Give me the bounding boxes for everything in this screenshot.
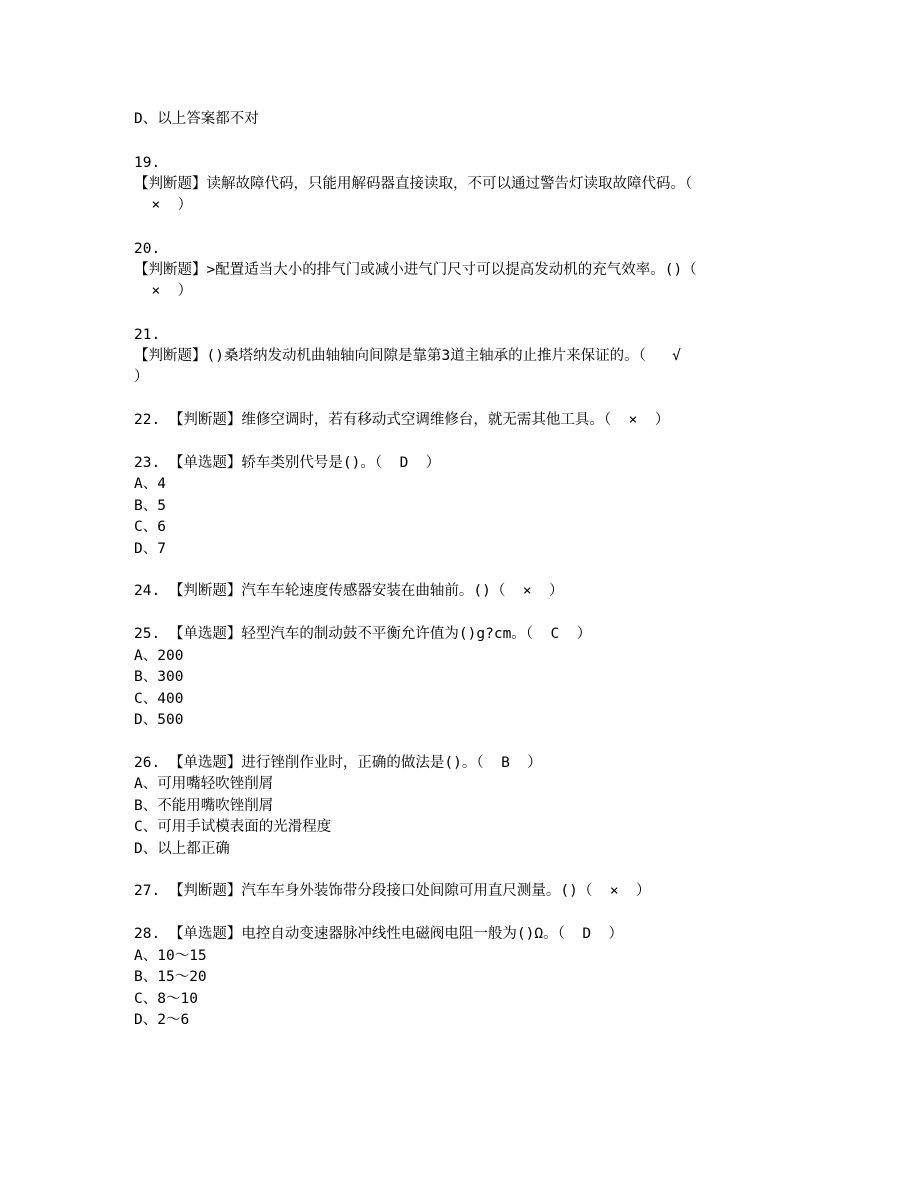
q26-option-a: A、可用嘴轻吹锉削屑 bbox=[134, 776, 274, 792]
q21-text: 【判断题】()桑塔纳发动机曲轴轴向间隙是靠第3道主轴承的止推片来保证的。（ √ bbox=[134, 348, 681, 364]
q20-answer: × ） bbox=[134, 283, 193, 299]
q25-option-b: B、300 bbox=[134, 669, 184, 685]
q26-option-c: C、可用手试模表面的光滑程度 bbox=[134, 819, 332, 835]
q19-answer: × ） bbox=[134, 197, 193, 213]
q26-option-d: D、以上都正确 bbox=[134, 841, 230, 857]
q28-option-b: B、15～20 bbox=[134, 969, 207, 985]
q20-number: 20. bbox=[134, 241, 161, 257]
q22-text: 22. 【判断题】维修空调时，若有移动式空调维修台，就无需其他工具。（ × ） bbox=[134, 412, 670, 428]
q27-text: 27. 【判断题】汽车车身外装饰带分段接口处间隙可用直尺测量。()（ × ） bbox=[134, 883, 651, 899]
q26-option-b: B、不能用嘴吹锉削屑 bbox=[134, 798, 274, 814]
q23-option-c: C、6 bbox=[134, 519, 166, 535]
q28-option-d: D、2～6 bbox=[134, 1012, 190, 1028]
q28-option-c: C、8～10 bbox=[134, 991, 198, 1007]
q21-number: 21. bbox=[134, 327, 161, 343]
q25-option-a: A、200 bbox=[134, 648, 184, 664]
q19-text: 【判断题】读解故障代码，只能用解码器直接读取，不可以通过警告灯读取故障代码。（ bbox=[134, 176, 693, 192]
q23-option-b: B、5 bbox=[134, 498, 166, 514]
q23-text: 23. 【单选题】轿车类别代号是()。（ D ） bbox=[134, 455, 441, 471]
q23-option-a: A、4 bbox=[134, 476, 166, 492]
q28-text: 28. 【单选题】电控自动变速器脉冲线性电磁阀电阻一般为()Ω。（ D ） bbox=[134, 926, 624, 942]
q26-text: 26. 【单选题】进行锉削作业时，正确的做法是()。（ B ） bbox=[134, 755, 542, 771]
q21-answer: ） bbox=[134, 369, 149, 385]
q23-option-d: D、7 bbox=[134, 541, 166, 557]
q25-text: 25. 【单选题】轻型汽车的制动鼓不平衡允许值为()g?cm。（ C ） bbox=[134, 626, 592, 642]
q25-option-c: C、400 bbox=[134, 691, 184, 707]
q28-option-a: A、10～15 bbox=[134, 948, 207, 964]
q24-text: 24. 【判断题】汽车车轮速度传感器安装在曲轴前。()（ × ） bbox=[134, 583, 564, 599]
q18-option-d: D、以上答案都不对 bbox=[134, 111, 259, 127]
q20-text: 【判断题】>配置适当大小的排气门或减小进气门尺寸可以提高发动机的充气效率。()（ bbox=[134, 262, 697, 278]
q19-number: 19. bbox=[134, 155, 161, 171]
q25-option-d: D、500 bbox=[134, 712, 184, 728]
